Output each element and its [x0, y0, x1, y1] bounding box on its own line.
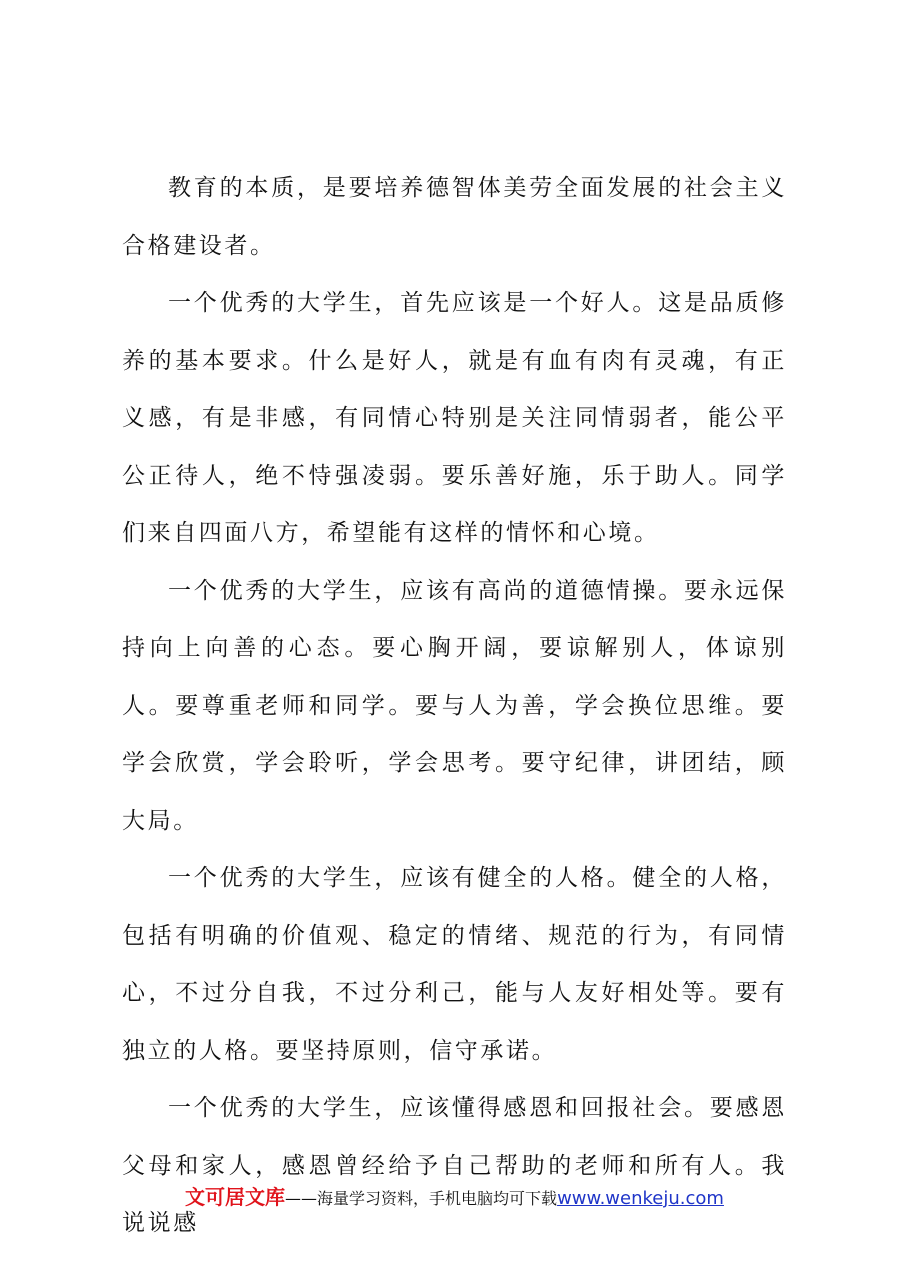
paragraph-3: 一个优秀的大学生，应该有高尚的道德情操。要永远保持向上向善的心态。要心胸开阔，要谅解别人，体谅别人。要尊重老师和同学。要与人为善，学会换位思维。要学会欣赏，学会聆听，学会思考。要守纪律，讲团结，顾大局。 [122, 577, 787, 834]
document-body [122, 160, 787, 1253]
footer-tagline: ——海量学习资料，手机电脑均可下载 [285, 1189, 558, 1208]
paragraph-1: 教育的本质，是要培养德智体美劳全面发展的社会主义合格建设者。 [122, 175, 787, 259]
paragraph-2: 一个优秀的大学生，首先应该是一个好人。这是品质修养的基本要求。什么是好人，就是有血有肉有灵魂，有正义感，有是非感，有同情心特别是关注同情弱者，能公平公正待人，绝不恃强凌弱。要乐善好施，乐于助人。同学们来自四面八方，希望能有这样的情怀和心境。 [122, 290, 787, 546]
footer-brand: 文可居文库 [185, 1185, 286, 1209]
footer-banner [0, 1181, 909, 1210]
footer-website-link[interactable]: www.wenkeju.com [557, 1188, 724, 1209]
paragraph-4: 一个优秀的大学生，应该有健全的人格。健全的人格，包括有明确的价值观、稳定的情绪、规范的行为，有同情心，不过分自我，不过分利己，能与人友好相处等。要有独立的人格。要坚持原则，信守承诺。 [122, 865, 787, 1064]
paragraph-5: 一个优秀的大学生，应该懂得感恩和回报社会。要感恩父母和家人，感恩曾经给予自己帮助的老师和所有人。我说说感 [122, 1095, 787, 1236]
